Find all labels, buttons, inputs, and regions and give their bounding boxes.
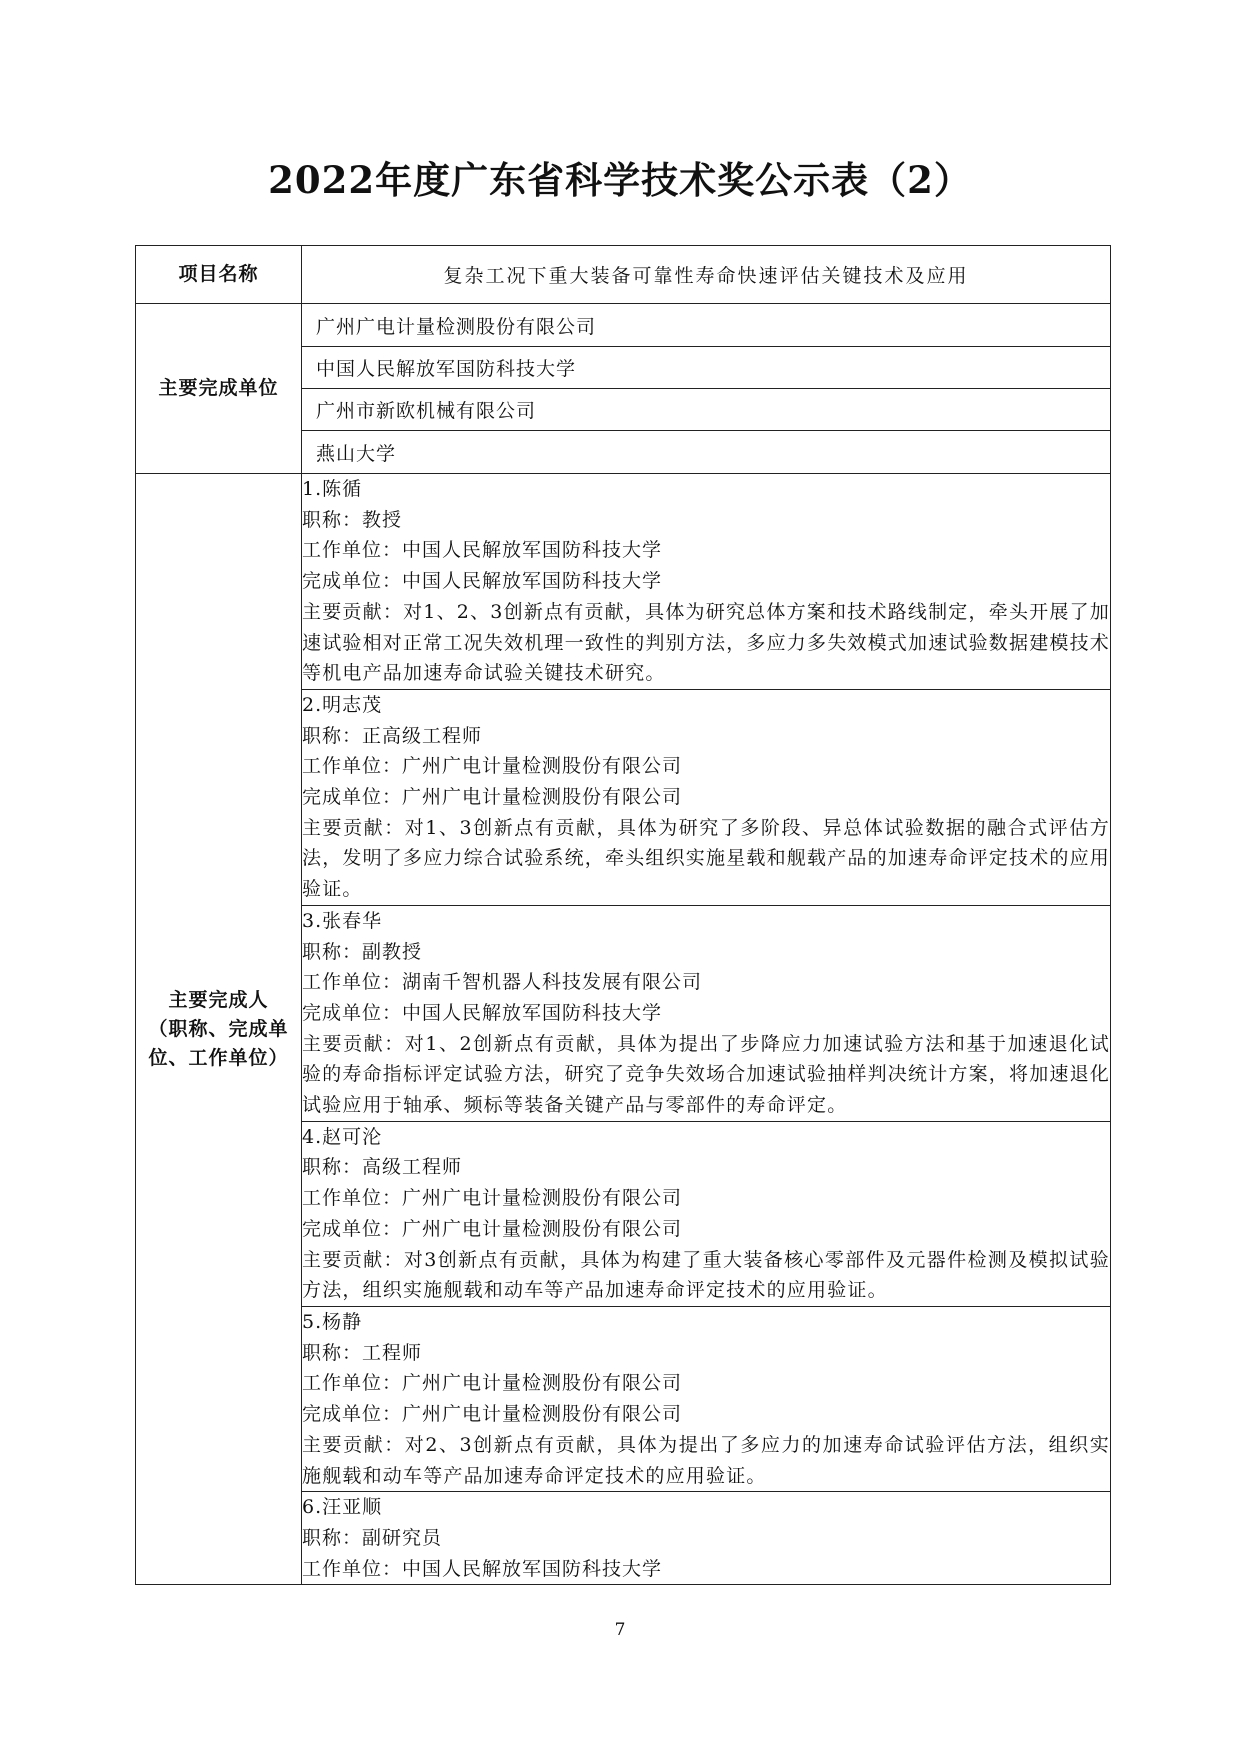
person-name: 1.陈循: [302, 478, 363, 500]
person-cell: [302, 905, 1111, 1121]
person-name: 3.张春华: [302, 909, 383, 932]
person-cell: [302, 1492, 1111, 1585]
project-row: [136, 246, 1111, 304]
person-cell: [302, 1306, 1111, 1491]
unit-item: 中国人民解放军国防科技大学: [302, 347, 1111, 389]
page-number: 7: [614, 1620, 626, 1640]
page-title: 2022年度广东省科学技术奖公示表（2）: [268, 158, 972, 202]
person-done-unit: 完成单位：广州广电计量检测股份有限公司: [302, 786, 683, 809]
person-work-unit: 工作单位：中国人民解放军国防科技大学: [302, 1557, 663, 1580]
persons-label-line: 位、工作单位）: [148, 1046, 289, 1069]
person-work-unit: 工作单位：广州广电计量检测股份有限公司: [302, 755, 683, 778]
person-cell: [302, 689, 1111, 905]
unit-item: 燕山大学: [302, 431, 1111, 474]
person-work-unit: 工作单位：广州广电计量检测股份有限公司: [302, 1372, 683, 1395]
person-name: 4.赵可沦: [302, 1125, 383, 1148]
person-contribution: 主要贡献：对3创新点有贡献，具体为构建了重大装备核心零部件及元器件检测及模拟试验方法，组织实施舰载和动车等产品加速寿命评定技术的应用验证。: [302, 1248, 1110, 1302]
project-label: 项目名称: [136, 246, 302, 304]
person-done-unit: 完成单位：广州广电计量检测股份有限公司: [302, 1217, 683, 1240]
person-cell: [302, 1121, 1111, 1306]
person-row: [136, 474, 1111, 690]
person-title: 职称：副研究员: [302, 1526, 443, 1549]
unit-item: 广州市新欧机械有限公司: [302, 389, 1111, 431]
persons-label-line: （职称、完成单: [148, 1017, 289, 1040]
unit-row: [136, 304, 1111, 347]
person-done-unit: 完成单位：中国人民解放军国防科技大学: [302, 570, 663, 593]
person-work-unit: 工作单位：中国人民解放军国防科技大学: [302, 539, 663, 562]
person-work-unit: 工作单位：湖南千智机器人科技发展有限公司: [302, 971, 703, 994]
person-title: 职称：正高级工程师: [302, 724, 483, 747]
person-cell: [302, 474, 1111, 690]
person-title: 职称：副教授: [302, 940, 423, 963]
person-name: 5.杨静: [302, 1310, 363, 1333]
units-label: 主要完成单位: [136, 304, 302, 474]
unit-item: 广州广电计量检测股份有限公司: [302, 304, 1111, 347]
award-table: [135, 245, 1111, 1585]
person-name: 2.明志茂: [302, 693, 383, 716]
person-title: 职称：高级工程师: [302, 1156, 463, 1179]
person-contribution: 主要贡献：对1、2、3创新点有贡献，具体为研究总体方案和技术路线制定，牵头开展了加速试验相对正常工况失效机理一致性的判别方法，多应力多失效模式加速试验数据建模技术等机电产品加速寿命试验关键技术研究。: [302, 600, 1111, 685]
project-name: 复杂工况下重大装备可靠性寿命快速评估关键技术及应用: [302, 246, 1111, 304]
persons-label: [136, 474, 302, 1585]
person-contribution: 主要贡献：对1、3创新点有贡献，具体为研究了多阶段、异总体试验数据的融合式评估方法，发明了多应力综合试验系统，牵头组织实施星载和舰载产品的加速寿命评定技术的应用验证。: [302, 816, 1111, 901]
person-contribution: 主要贡献：对2、3创新点有贡献，具体为提出了多应力的加速寿命试验评估方法，组织实施舰载和动车等产品加速寿命评定技术的应用验证。: [302, 1433, 1110, 1487]
person-name: 6.汪亚顺: [302, 1496, 383, 1519]
person-contribution: 主要贡献：对1、2创新点有贡献，具体为提出了步降应力加速试验方法和基于加速退化试验的寿命指标评定试验方法，研究了竞争失效场合加速试验抽样判决统计方案，将加速退化试验应用于轴承、频标等装备关键产品与零部件的寿命评定。: [302, 1032, 1111, 1117]
person-title: 职称：教授: [302, 508, 403, 531]
person-done-unit: 完成单位：中国人民解放军国防科技大学: [302, 1001, 663, 1024]
person-title: 职称：工程师: [302, 1341, 423, 1364]
persons-label-line: 主要完成人: [168, 988, 269, 1011]
person-done-unit: 完成单位：广州广电计量检测股份有限公司: [302, 1403, 683, 1426]
person-work-unit: 工作单位：广州广电计量检测股份有限公司: [302, 1187, 683, 1210]
